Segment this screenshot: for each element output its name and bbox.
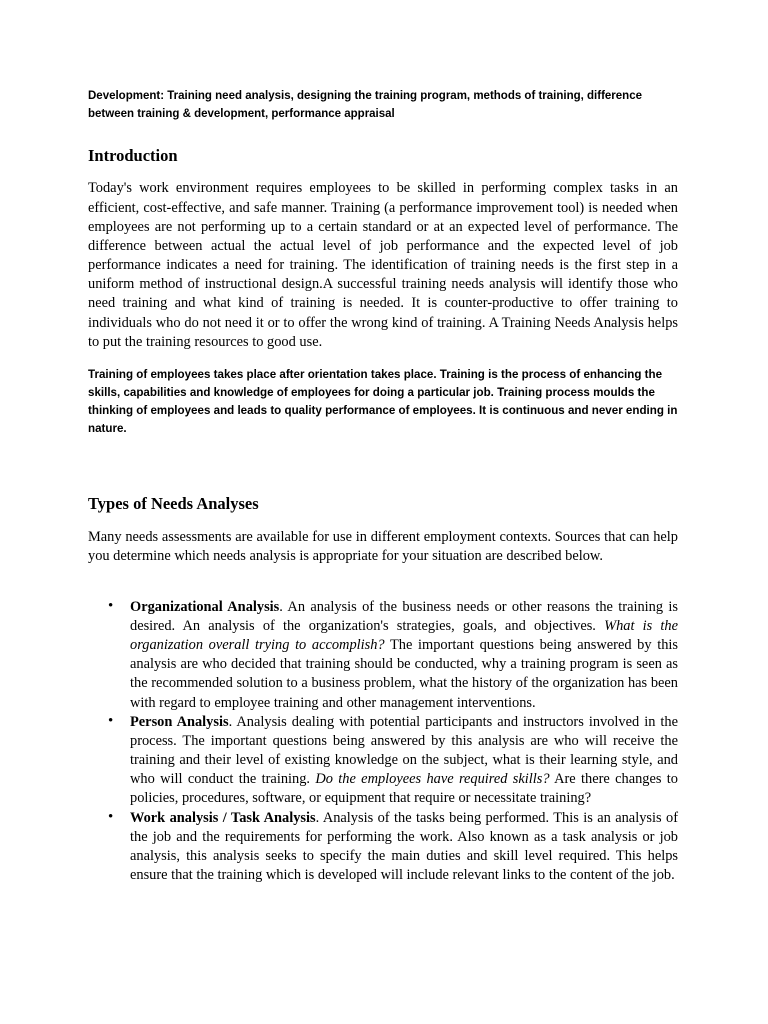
- types-intro-paragraph: Many needs assessments are available for use in different employment contexts. Sources that can help you determine which needs analysis is appropriate for your situation are described below.: [88, 528, 678, 564]
- list-item-emphasis: What is the organization overall trying to accomplish?: [130, 617, 678, 654]
- list-item: [88, 713, 678, 809]
- list-item: [88, 598, 678, 713]
- section-spacer: [88, 438, 678, 494]
- document-top-heading: Development: Training need analysis, designing the training program, methods of training, difference between training & development, performance appraisal: [88, 90, 642, 120]
- section-title-types-of-needs-analyses: Types of Needs Analyses: [88, 493, 259, 513]
- list-item-text-before: . Analysis of the tasks being performed. This is an analysis of the job and the requirements for performing the work. Also known as a task analysis or job analysis, this analysis seeks to specify the main duties and skill level required. This helps ensure that the training which is developed will include relevant links to the content of the job.: [130, 809, 678, 883]
- list-item-text-before: . An analysis of the business needs or other reasons the training is desired. An analysis of the organization's strategies, goals, and objectives.: [130, 598, 678, 634]
- list-item-text-before: . Analysis dealing with potential participants and instructors involved in the process. The important questions being answered by this analysis are who will receive the training and their level of existing knowledge on the subject, what is their learning style, and who will conduct the training.: [130, 713, 678, 788]
- list-item-text-after: The important questions being answered by this analysis are who decided that training should be conducted, why a training program is seen as the recommended solution to a business problem, what the history of the organization has been with regard to employee training and other management interventions.: [130, 637, 678, 711]
- introduction-paragraph: Today's work environment requires employees to be skilled in performing complex tasks in an efficient, cost-effective, and safe manner. Training (a performance improvement tool) is needed when employees are not performing up to a certain standard or at an expected level of performance. The difference between actual the actual level of job performance and the expected level of job performance indicates a need for training. The identification of training needs is the first step in a uniform method of instructional design.A successful training needs analysis will identify those who need training and what kind of training is needed. It is counter-productive to offer training to individuals who do not need it or to offer the wrong kind of training. A Training Needs Analysis helps to put the training resources to good use.: [88, 180, 678, 350]
- list-item-term: Person Analysis: [130, 713, 229, 730]
- list-item-emphasis: Do the employees have required skills?: [315, 771, 550, 788]
- section-title-introduction: Introduction: [88, 145, 178, 165]
- training-highlight-block: Training of employees takes place after orientation takes place. Training is the process of enhancing the skills, capabilities and knowledge of employees for doing a particular job. Training process moulds the thinking of employees and leads to quality performance of employees. It is continuous and never ending in nature.: [88, 367, 678, 435]
- list-spacer: [88, 580, 678, 598]
- list-item-term: Work analysis / Task Analysis: [130, 809, 316, 826]
- list-item-text-after: Are there changes to policies, procedures, software, or equipment that require or necessitate training?: [130, 771, 678, 807]
- needs-analyses-list: [88, 598, 678, 885]
- list-item-term: Organizational Analysis: [130, 598, 280, 615]
- list-item: [88, 809, 678, 886]
